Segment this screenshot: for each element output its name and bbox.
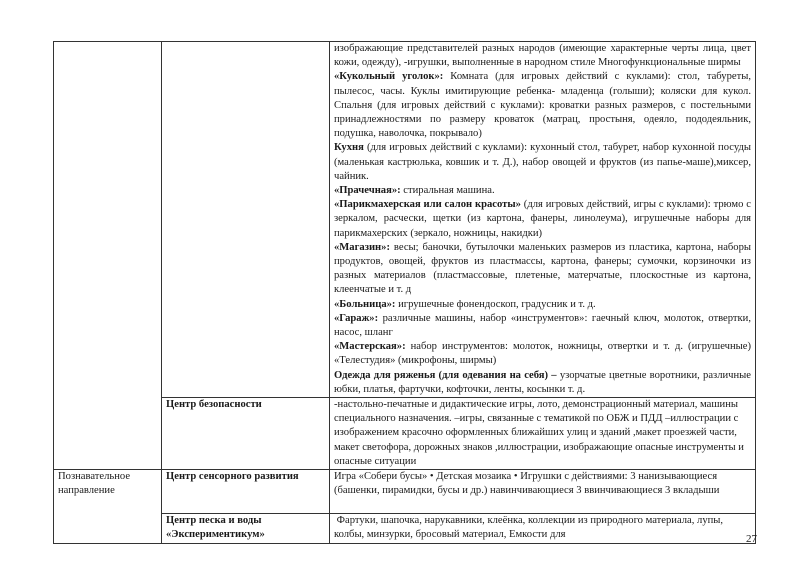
paragraph-hospital: «Больница»: игрушечные фонендоскоп, градусник и т. д. <box>334 298 596 310</box>
table-row <box>54 42 756 398</box>
equipment-cell: -настольно-печатные и дидактические игры, лото, демонстрационный материал, машины специального назначения. –игры, связанные с тематикой по ОБЖ и ПДД –иллюстрации с изображением красочно оформленных ближайших улиц и зданий ,макет проезжей части, макет светофора, дорожных знаков ,иллюстрации, изображающие опасные инструменты и опасные ситуации <box>330 398 756 470</box>
page-number: 27 <box>746 533 757 545</box>
paragraph-kitchen: Кухня (для игровых действий с куклами): кухонный стол, табурет, набор кухонной посуды (маленькая кастрюлька, ковшик и т. Д.), набор овощей и фруктов (из папье-маше),миксер, чайник. <box>334 142 751 182</box>
paragraph-dressup: Одежда для ряженья (для одевания на себя) – узорчатые цветные воротники, различные юбки, платья, фартучки, кофточки, ленты, косынки т. д. <box>334 369 751 395</box>
table-row <box>54 470 756 514</box>
paragraph-laundry: «Прачечная»: стиральная машина. <box>334 185 495 197</box>
paragraph-hairdresser: «Парикмахерская или салон красоты» (для игровых действий, игры с куклами): трюмо с зеркалом, расчески, щетки (из картона, фанеры, линолеума), игрушечные наборы для парикмахерских (зеркало, ножницы, накидки) <box>334 199 751 239</box>
center-cell: Центр безопасности <box>162 398 330 470</box>
direction-cell: Познавательное направление <box>54 470 162 543</box>
paragraph-workshop: «Мастерская»: набор инструментов: молоток, ножницы, отвертки и т. д. (игрушечные) «Телестудия» (микрофоны, ширмы) <box>334 341 751 367</box>
content-table <box>53 41 756 544</box>
paragraph-shop: «Магазин»: весы; баночки, бутылочки маленьких размеров из пластика, картона, наборы продуктов, овощей, фруктов из пластмассы, картона, фанеры; сумочки, корзиночки из разных материалов (пластмассовые, плетеные, матерчатые, плоскостные из картона, клеенчатые и т. д <box>334 241 751 296</box>
paragraph-ethnic-toys: изображающие представителей разных народов (имеющие характерные черты лица, цвет кожи, одежду), -игрушки, выполненные в народном стиле Многофункциональные ширмы <box>334 43 751 69</box>
center-cell: Центр песка и воды «Экспериментикум» <box>162 514 330 543</box>
center-cell: Центр сенсорного развития <box>162 470 330 514</box>
equipment-cell <box>330 42 756 398</box>
center-cell <box>162 42 330 398</box>
direction-cell <box>54 42 162 470</box>
equipment-cell: Игра «Собери бусы» • Детская мозаика • Игрушки с действиями: 3 нанизывающиеся (башенки, пирамидки, бусы и др.) навинчивающиеся 3 ввинчивающиеся 3 вкладыши <box>330 470 756 514</box>
paragraph-garage: «Гараж»: различные машины, набор «инструментов»: гаечный ключ, молоток, отвертки, насос, шланг <box>334 312 751 339</box>
paragraph-doll-corner: «Кукольный уголок»: Комната (для игровых действий с куклами): стол, табуреты, пылесос, часы. Куклы имитирующие ребенка- младенца (голыши); коляски для кукол. Спальня (для игровых действий с куклами): кроватки разных размеров, с постельными принадлежностями по размеру кроваток (матрац, простыня, одеяло, пододеяльник, подушка, наволочка, покрывало) <box>334 71 751 140</box>
equipment-cell: Фартуки, шапочка, нарукавники, клеёнка, коллекции из природного материала, лупы, колбы, минзурки, бросовый материал, Емкости для <box>330 514 756 543</box>
